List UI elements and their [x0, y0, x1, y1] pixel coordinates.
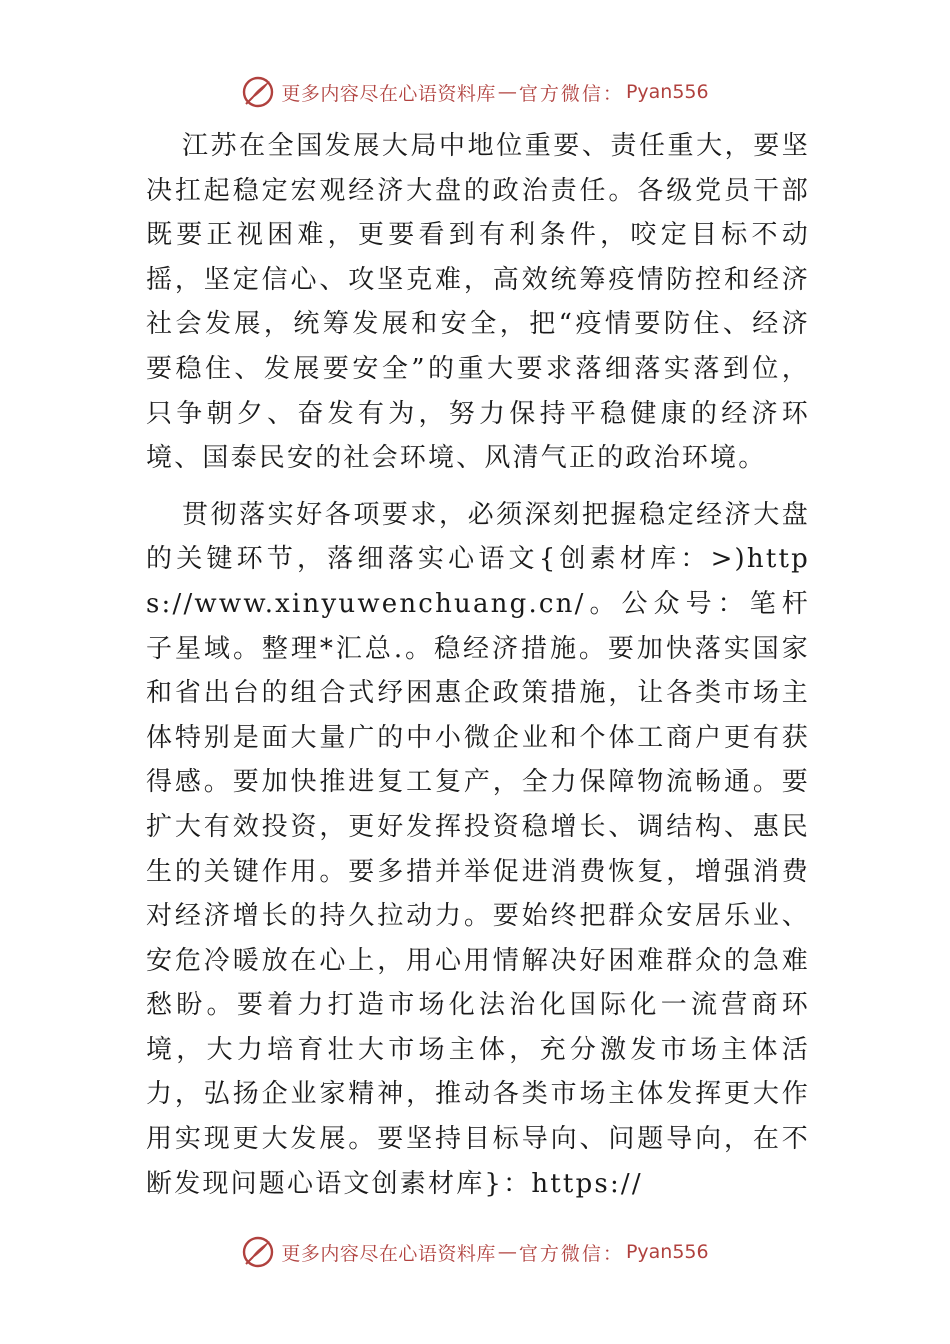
banner-main-text: 更多内容尽在心语资料库: [281, 82, 496, 105]
document-body: [146, 124, 810, 1206]
banner-separator: —: [497, 1241, 517, 1263]
banner-wechat-id: Pyan556: [625, 1241, 709, 1263]
quill-pen-circle-icon: [241, 75, 275, 109]
banner-separator: —: [497, 81, 517, 103]
banner-wechat-id: Pyan556: [625, 81, 709, 103]
footer-watermark-banner: [0, 1232, 950, 1272]
quill-pen-circle-icon: [241, 1235, 275, 1269]
paragraph-1: 江苏在全国发展大局中地位重要、责任重大，要坚决扛起稳定宏观经济大盘的政治责任。各级党员干部既要正视困难，更要看到有利条件，咬定目标不动摇，坚定信心、攻坚克难，高效统筹疫情防控和经济社会发展，统筹发展和安全，把“疫情要防住、经济要稳住、发展要安全”的重大要求落细落实落到位，只争朝夕、奋发有为，努力保持平稳健康的经济环境、国泰民安的社会环境、风清气正的政治环境。: [146, 131, 810, 474]
paragraph-2: 贯彻落实好各项要求，必须深刻把握稳定经济大盘的关键环节，落细落实心语文{创素材库：>)https://www.xinyuwenchuang.cn/。公众号：笔杆子星域。整理*汇总.。稳经济措施。要加快落实国家和省出台的组合式纾困惠企政策措施，让各类市场主体特别是面大量广的中小微企业和个体工商户更有获得感。要加快推进复工复产，全力保障物流畅通。要扩大有效投资，更好发挥投资稳增长、调结构、惠民生的关键作用。要多措并举促进消费恢复，增强消费对经济增长的持久拉动力。要始终把群众安居乐业、安危冷暖放在心上，用心用情解决好困难群众的急难愁盼。要着力打造市场化法治化国际化一流营商环境，大力培育壮大市场主体，充分激发市场主体活力，弘扬企业家精神，推动各类市场主体发挥更大作用实现更大发展。要坚持目标导向、问题导向，在不断发现问题心语文创素材库}：https://: [146, 499, 810, 1199]
banner-wechat-label: 官方微信：: [518, 1242, 624, 1265]
banner-wechat-label: 官方微信：: [518, 82, 624, 105]
header-watermark-banner: [0, 72, 950, 112]
banner-main-text: 更多内容尽在心语资料库: [281, 1242, 496, 1265]
